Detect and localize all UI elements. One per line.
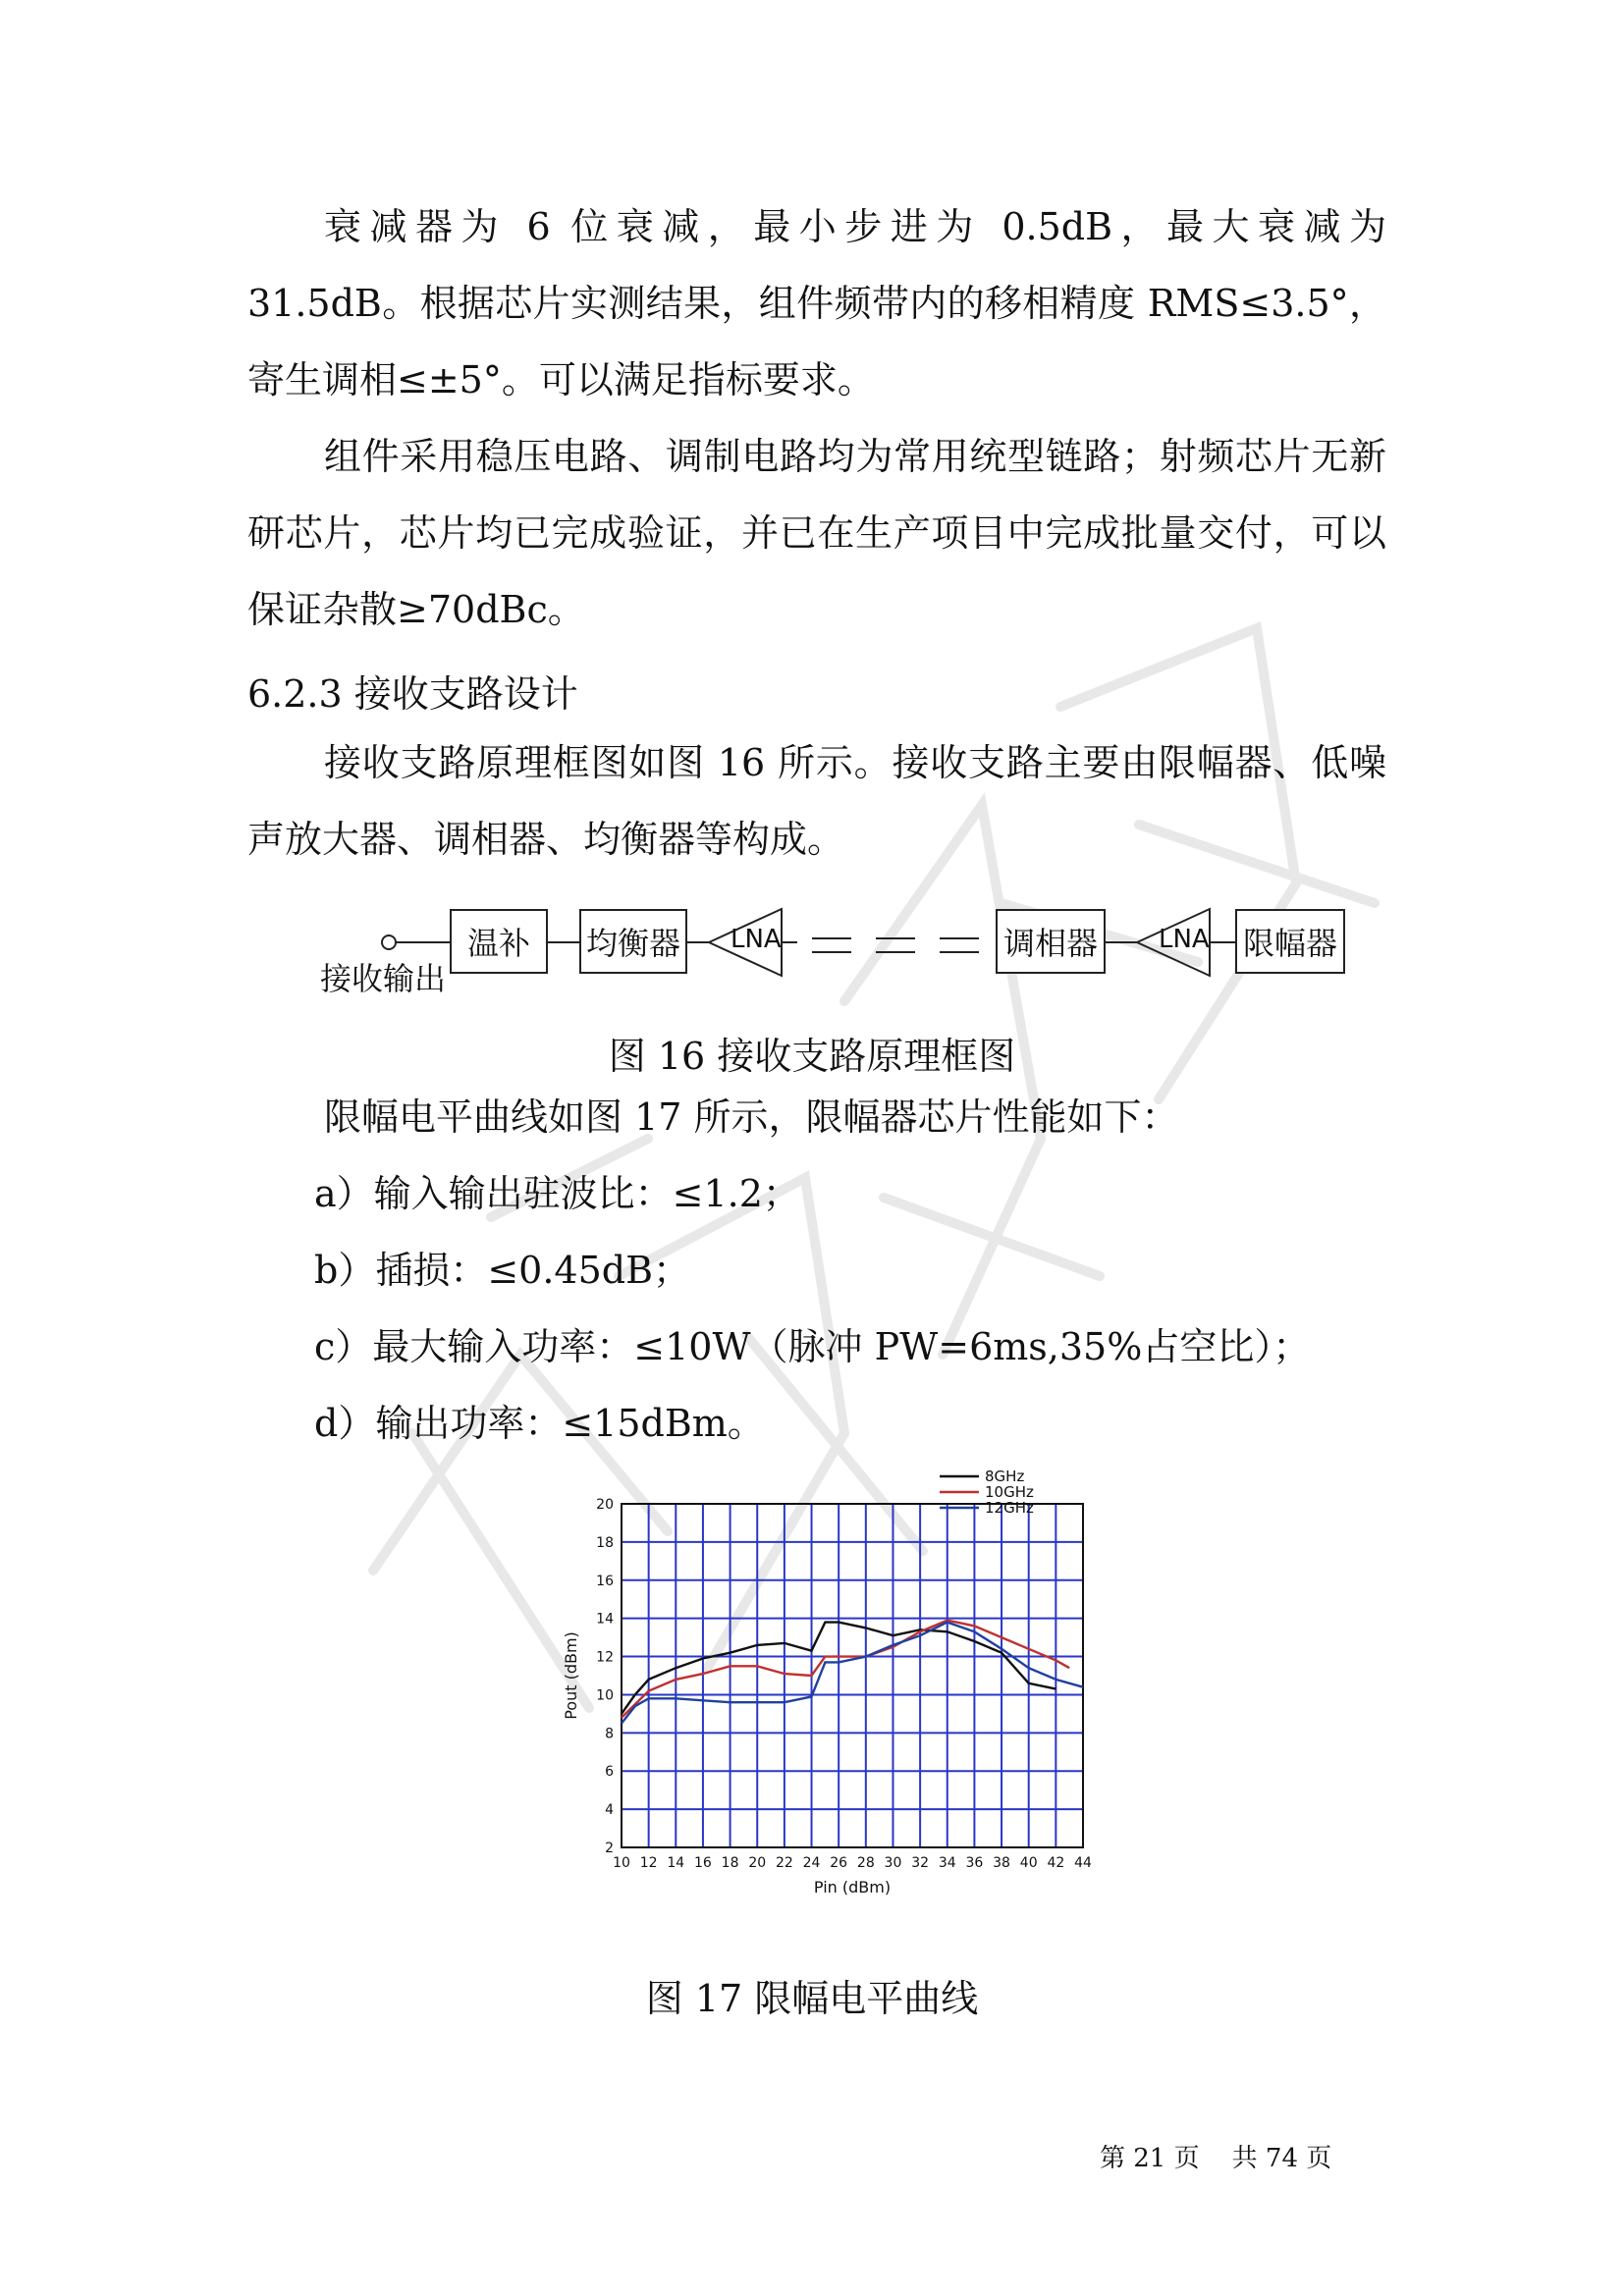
y-tick-label: 16 — [596, 1573, 614, 1589]
x-axis-label: Pin (dBm) — [813, 1878, 892, 1896]
x-tick-label: 16 — [694, 1855, 712, 1871]
x-tick-label: 28 — [856, 1855, 875, 1871]
x-tick-label: 34 — [938, 1855, 956, 1871]
x-tick-label: 44 — [1074, 1855, 1092, 1871]
block-temp-comp: 温补 — [450, 909, 548, 974]
series-line-12GHz — [622, 1623, 1083, 1724]
limiter-curve-chart — [555, 1468, 1144, 1940]
y-tick-label: 6 — [605, 1764, 614, 1781]
x-tick-label: 12 — [639, 1855, 658, 1871]
section-heading: 6.2.3 接收支路设计 — [247, 672, 578, 716]
block-phase-shifter: 调相器 — [996, 909, 1106, 974]
receive-branch-block-diagram — [316, 903, 1357, 1001]
legend-label-12GHz: 12GHz — [985, 1499, 1034, 1517]
y-tick-label: 18 — [596, 1534, 614, 1551]
x-tick-label: 24 — [802, 1855, 821, 1871]
y-tick-label: 10 — [596, 1687, 614, 1704]
x-tick-label: 36 — [965, 1855, 984, 1871]
chart-legend — [940, 1468, 1034, 1517]
y-axis-label: Pout (dBm) — [562, 1631, 580, 1720]
x-tick-label: 42 — [1047, 1855, 1065, 1871]
spec-item-output-power: d）输出功率：≤15dBm。 — [314, 1402, 765, 1445]
spec-item-max-input-power: c）最大输入功率：≤10W（脉冲 PW=6ms,35%占空比）； — [314, 1325, 1311, 1368]
lna1-label: LNA — [731, 925, 782, 954]
paragraph-circuit: 组件采用稳压电路、调制电路均为常用统型链路；射频芯片无新研芯片，芯片均已完成验证，并已在生产项目中完成批量交付，可以保证杂散≥70dBc。 — [247, 435, 1386, 631]
block-equalizer: 均衡器 — [579, 909, 687, 974]
y-tick-label: 8 — [605, 1726, 614, 1742]
paragraph-receive-branch: 接收支路原理框图如图 16 所示。接收支路主要由限幅器、低噪声放大器、调相器、均衡器等构成。 — [247, 741, 1386, 861]
x-tick-label: 22 — [775, 1855, 793, 1871]
legend-label-10GHz: 10GHz — [985, 1483, 1034, 1501]
y-tick-label: 2 — [605, 1841, 614, 1856]
x-tick-label: 40 — [1019, 1855, 1038, 1871]
spec-item-insertion-loss: b）插损：≤0.45dB； — [314, 1249, 691, 1292]
y-tick-label: 20 — [596, 1497, 614, 1513]
x-tick-label: 32 — [911, 1855, 930, 1871]
paragraph-limiter-intro: 限幅电平曲线如图 17 所示，限幅器芯片性能如下： — [324, 1095, 1179, 1139]
x-tick-label: 18 — [721, 1855, 739, 1871]
chart-series — [622, 1621, 1083, 1724]
spec-item-vswr: a）输入输出驻波比：≤1.2； — [314, 1172, 800, 1215]
block-limiter: 限幅器 — [1235, 909, 1345, 974]
y-tick-label: 4 — [605, 1802, 614, 1819]
x-tick-label: 38 — [993, 1855, 1010, 1871]
lna2-label: LNA — [1159, 925, 1210, 954]
figure17-caption: 图 17 限幅电平曲线 — [645, 1977, 979, 2020]
x-tick-label: 10 — [613, 1855, 630, 1871]
y-tick-label: 12 — [596, 1649, 614, 1666]
figure16-caption: 图 16 接收支路原理框图 — [608, 1035, 1016, 1078]
x-tick-label: 14 — [667, 1855, 685, 1871]
legend-label-8GHz: 8GHz — [985, 1468, 1025, 1485]
output-port-circle — [382, 935, 396, 949]
page-footer: 第 21 页 共 74 页 — [1100, 2144, 1332, 2173]
x-tick-label: 26 — [830, 1855, 848, 1871]
x-tick-label: 30 — [884, 1855, 902, 1871]
x-tick-label: 20 — [748, 1855, 767, 1871]
y-tick-label: 14 — [596, 1611, 614, 1628]
paragraph-attenuator: 衰减器为 6 位衰减，最小步进为 0.5dB，最大衰减为 31.5dB。根据芯片实测结果，组件频带内的移相精度 RMS≤3.5°，寄生调相≤±5°。可以满足指标要求。 — [247, 205, 1386, 401]
receive-output-label: 接收输出 — [320, 960, 447, 997]
